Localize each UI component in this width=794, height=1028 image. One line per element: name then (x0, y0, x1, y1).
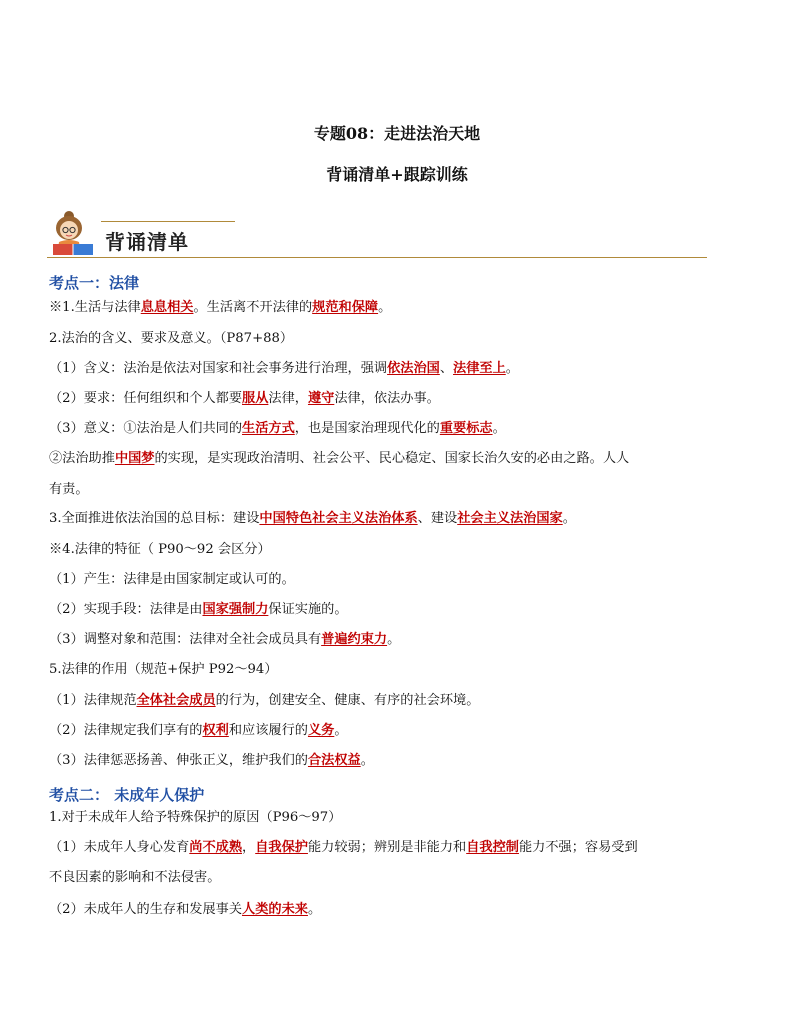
text-segment: 的实现，是实现政治清明、社会公平、民心稳定、国家长治久安的必由之路。人人 (154, 451, 630, 466)
key-term: 自我保护 (255, 840, 308, 855)
text-line (49, 809, 341, 827)
banner-top-rule (101, 221, 235, 222)
text-line (49, 299, 391, 317)
text-line (49, 360, 519, 378)
text-line (49, 541, 271, 559)
text-segment: 。 (562, 511, 576, 526)
text-segment: 。 (334, 723, 348, 738)
text-segment: 。 (307, 902, 322, 917)
text-segment: （3）法律惩恶扬善、伸张正义，维护我们的 (49, 753, 308, 768)
text-line (49, 571, 295, 589)
key-term: 遵守 (307, 391, 335, 406)
text-segment: 、 (439, 361, 454, 376)
page-title: 专题08：走进法治天地 (313, 124, 481, 143)
text-segment: 。 (387, 632, 401, 647)
text-segment: 有责。 (49, 482, 89, 497)
section-banner (47, 208, 707, 260)
text-segment: （2）未成年人的生存和发展事关 (49, 902, 243, 917)
key-term: 尚不成熟 (189, 840, 243, 855)
text-segment: 、建设 (417, 511, 458, 526)
key-term: 依法治国 (387, 361, 440, 376)
text-segment: 不良因素的影响和不法侵害。 (49, 870, 221, 885)
text-segment: 。 (378, 300, 392, 315)
text-line (49, 752, 374, 770)
text-segment: 。 (505, 361, 519, 376)
key-term: 中国特色社会主义法治体系 (259, 511, 418, 526)
key-term: 全体社会成员 (136, 693, 216, 708)
text-line (49, 420, 506, 438)
text-line (49, 481, 89, 499)
key-term: 中国梦 (114, 451, 155, 466)
text-line (49, 869, 220, 887)
key-term: 生活方式 (242, 421, 295, 436)
text-line (49, 601, 348, 619)
text-segment: 2.法治的含义、要求及意义。（P87+88） (49, 331, 294, 346)
text-line (49, 839, 638, 857)
text-segment: 和应该履行的 (228, 723, 308, 738)
text-line (49, 330, 293, 348)
text-segment: （3）调整对象和范围：法律对全社会成员具有 (49, 632, 322, 647)
text-segment: 能力较弱；辨别是非能力和 (307, 840, 467, 855)
text-segment: 法律， (268, 391, 308, 406)
text-segment: 。 (492, 421, 506, 436)
reading-girl-icon (47, 208, 103, 256)
text-line (49, 901, 321, 919)
key-term: 人类的未来 (242, 902, 308, 917)
text-line (49, 631, 400, 649)
page-subtitle: 背诵清单+跟踪训练 (326, 165, 468, 184)
text-line (49, 661, 278, 679)
key-term: 重要标志 (439, 421, 493, 436)
key-term: 自我控制 (466, 840, 519, 855)
text-segment: （3）意义：①法治是人们共同的 (49, 421, 243, 436)
section-heading: 考点二： 未成年人保护 (49, 786, 205, 804)
text-line (49, 722, 348, 740)
text-line (49, 692, 479, 710)
text-line (49, 510, 576, 528)
key-term: 权利 (202, 723, 229, 738)
key-term: 息息相关 (140, 300, 194, 315)
key-term: 法律至上 (453, 361, 506, 376)
banner-label: 背诵清单 (105, 230, 189, 254)
text-segment: 的行为，创建安全、健康、有序的社会环境。 (215, 693, 480, 708)
text-segment: ， (242, 840, 256, 855)
key-term: 普遍约束力 (321, 632, 388, 647)
text-segment: （1）法律规范 (49, 693, 137, 708)
text-segment: 3.全面推进依法治国的总目标：建设 (49, 511, 260, 526)
text-segment: 。生活离不开法律的 (193, 300, 313, 315)
section-heading: 考点一：法律 (49, 274, 140, 292)
text-segment: 。 (360, 753, 374, 768)
text-segment: （2）法律规定我们享有的 (49, 723, 203, 738)
text-segment: （1）未成年人身心发育 (49, 840, 190, 855)
text-segment: （2）要求：任何组织和个人都要 (49, 391, 243, 406)
text-line (49, 390, 440, 408)
text-segment: ※1.生活与法律 (49, 300, 141, 315)
text-segment: （2）实现手段：法律是由 (49, 602, 203, 617)
text-segment: （1）产生：法律是由国家制定或认可的。 (49, 572, 295, 587)
text-line (49, 450, 629, 468)
text-segment: 1.对于未成年人给予特殊保护的原因（P96～97） (49, 810, 342, 825)
key-term: 规范和保障 (312, 300, 379, 315)
text-segment: 能力不强；容易受到 (518, 840, 638, 855)
text-segment: （1）含义：法治是依法对国家和社会事务进行治理，强调 (49, 361, 388, 376)
key-term: 服从 (242, 391, 269, 406)
text-segment: ，也是国家治理现代化的 (294, 421, 440, 436)
key-term: 合法权益 (307, 753, 361, 768)
key-term: 社会主义法治国家 (457, 511, 563, 526)
key-term: 国家强制力 (202, 602, 269, 617)
key-term: 义务 (307, 723, 335, 738)
text-segment: ②法治助推 (49, 451, 115, 466)
text-segment: 5.法律的作用（规范+保护 P92～94） (49, 662, 278, 677)
banner-bottom-rule (47, 257, 707, 258)
text-segment: ※4.法律的特征（ P90～92 会区分） (49, 542, 271, 557)
text-segment: 保证实施的。 (268, 602, 348, 617)
text-segment: 法律，依法办事。 (334, 391, 440, 406)
